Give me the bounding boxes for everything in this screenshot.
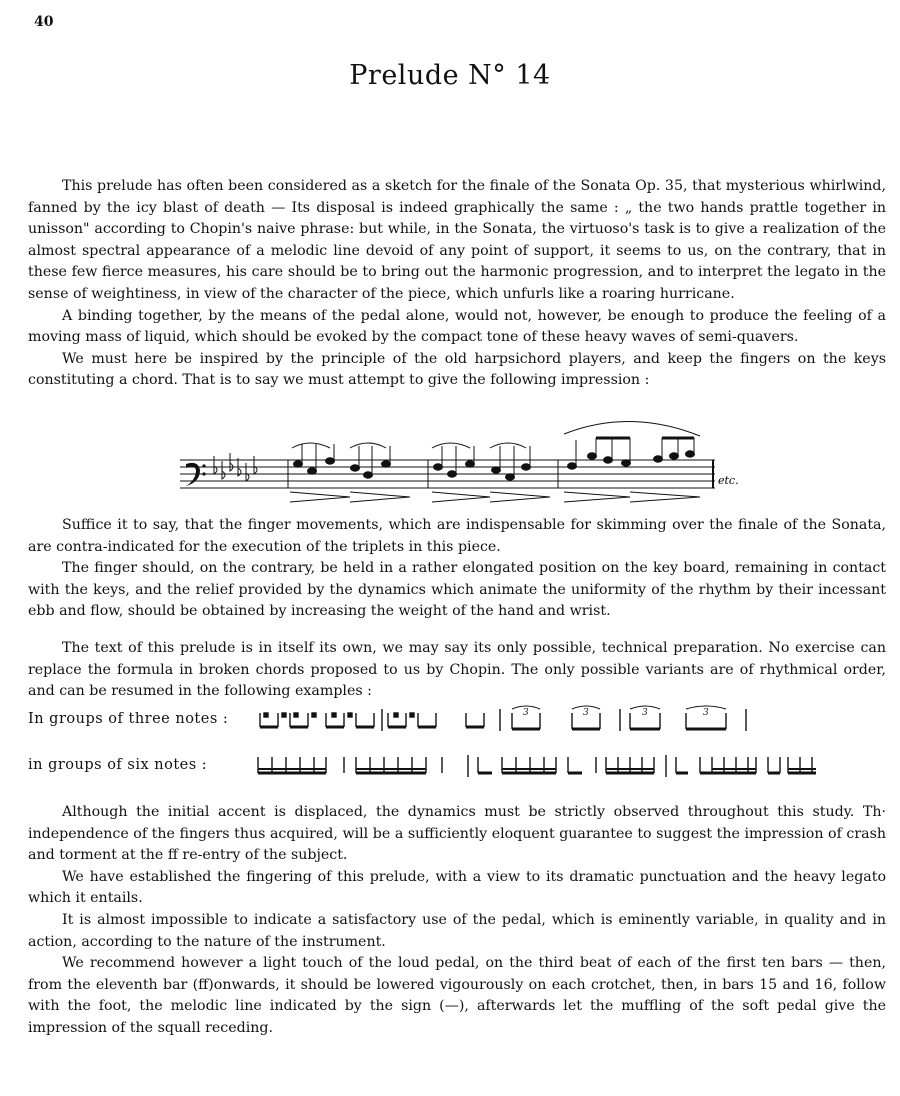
page-title: Prelude N° 14: [349, 60, 551, 91]
paragraph-7: Although the initial accent is displaced, the dynamics must be strictly observed throughout this study. Th· independence of the fingers thus acquired, will be a sufficiently eloquent guarantee to suggest the impression of crash and torment at the ff re-entry of the subject.: [28, 804, 886, 864]
music-score-example: [180, 404, 740, 504]
paragraph-5: The finger should, on the contrary, be held in a rather elongated position on the key board, remaining in contact with the keys, and the relief provided by the dynamics which animate the uniformity of the rhythm by their incessant ebb and flow, should be obtained by increasing the weight of the hand and wrist.: [28, 560, 886, 620]
paragraph-1: This prelude has often been considered as a sketch for the finale of the Sonata Op. 35, that mysterious whirlwind, fanned by the icy blast of death — Its disposal is indeed graphically the same : „ the two hands prattle together in unisson" according to Chopin's naive phrase: but while, in the Sonata, the virtuoso's task is to give a realization of the almost spectral appearance of a melodic line devoid of any point of support, it seems to us, on the contrary, that in these few fierce measures, his care should be to bring out the harmonic progression, and to interpret the legato in the sense of weightiness, in view of the character of the piece, which unfurls like a roaring hurricane.: [28, 178, 886, 302]
example-six-notes: [28, 749, 888, 783]
paragraph-3: We must here be inspired by the principle of the old harpsichord players, and keep the fingers on the keys constituting a chord. That is to say we must attempt to give the following impression :: [28, 350, 886, 389]
example-six-notes-label: in groups of six notes :: [28, 757, 208, 773]
triplet-mark: 3: [523, 708, 529, 718]
closing-text: [28, 802, 886, 1040]
etc-label: etc.: [718, 474, 739, 487]
paragraph-2: A binding together, by the means of the pedal alone, would not, however, be enough to produce the feeling of a moving mass of liquid, which should be evoked by the compact tone of these heavy waves of semi-quavers.: [28, 307, 886, 346]
paragraph-10: We recommend however a light touch of the loud pedal, on the third beat of each of the first ten bars — then, from the eleventh bar (ff)onwards, it should be lowered vigourously on each crotchet, then, in bars 15 and 16, follow with the foot, the melodic line indicated by the sign (—), afterwards let the muffling of the soft pedal give the impression of the squall receding.: [28, 955, 886, 1036]
example-three-notes-label: In groups of three notes :: [28, 711, 229, 727]
six-notes-rhythm: [256, 749, 816, 783]
three-notes-rhythm: [256, 703, 816, 737]
intro-text: [28, 176, 886, 392]
paragraph-6: The text of this prelude is in itself its own, we may say its only possible, technical preparation. No exercise can replace the formula in broken chords proposed to us by Chopin. The only possible variants are of rhythmical order, and can be resumed in the following examples :: [28, 640, 886, 700]
page-number: 40: [34, 14, 54, 30]
triplet-mark: 3: [703, 708, 709, 718]
triplet-mark: 3: [642, 708, 648, 718]
finger-text: [28, 515, 886, 623]
paragraph-9: It is almost impossible to indicate a satisfactory use of the pedal, which is eminently variable, in quality and in action, according to the nature of the instrument.: [28, 911, 886, 950]
variants-text: [28, 638, 886, 703]
example-three-notes: [28, 703, 888, 737]
triplet-mark: 3: [583, 708, 589, 718]
paragraph-4: Suffice it to say, that the finger movements, which are indispensable for skimming over the finale of the Sonata, are contra-indicated for the execution of the triplets in this piece.: [28, 517, 886, 555]
paragraph-8: We have established the fingering of this prelude, with a view to its dramatic punctuation and the heavy legato which it entails.: [28, 868, 886, 907]
